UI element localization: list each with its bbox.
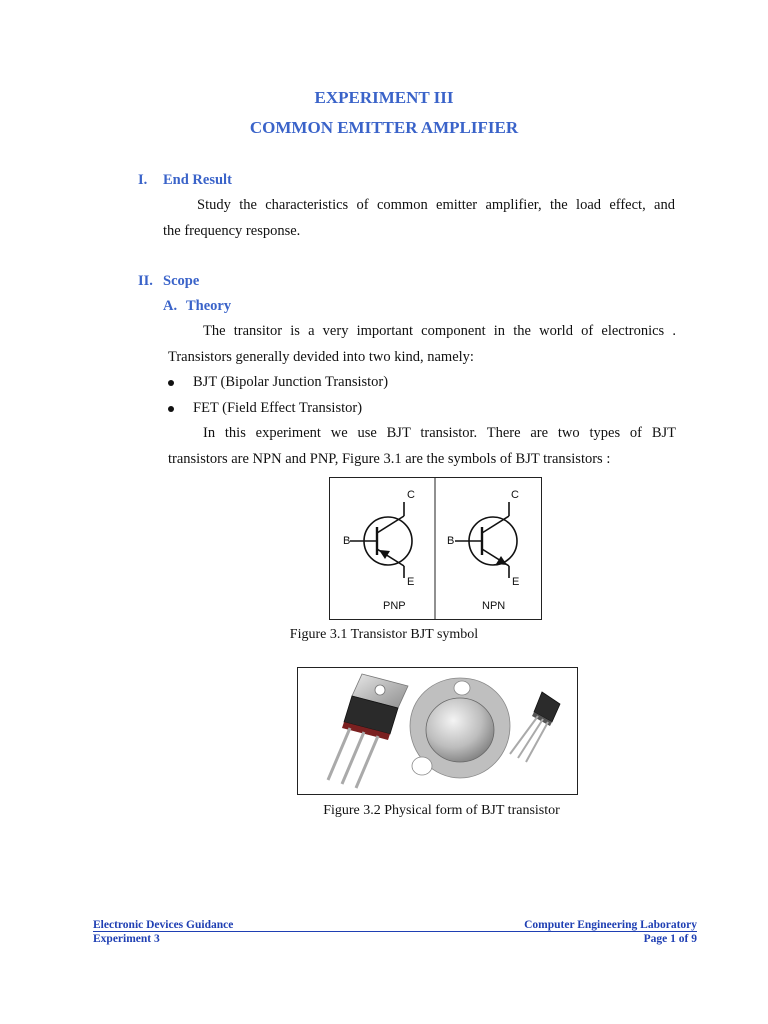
to92-transistor-image xyxy=(510,692,560,762)
footer-course-title: Electronic Devices Guidance xyxy=(93,919,234,931)
pnp-symbol xyxy=(343,489,415,612)
pnp-label-c: C xyxy=(407,489,415,501)
section-1-paragraph-line-1: Study the characteristics of common emitter amplifier, the load effect, and xyxy=(197,197,675,213)
bjt-photo-figure xyxy=(298,668,577,794)
subsection-a-letter: A. xyxy=(163,298,178,314)
pnp-label-e: E xyxy=(407,576,415,588)
theory-paragraph-2-line-1: In this experiment we use BJT transistor. There are two types of BJT xyxy=(203,425,676,441)
npn-arrow-icon xyxy=(496,556,507,565)
npn-label-e: E xyxy=(512,576,520,588)
bullet-marker xyxy=(168,380,174,386)
to3-transistor-image xyxy=(410,678,510,778)
theory-paragraph-1-line-1: The transitor is a very important component in the world of electronics . xyxy=(203,323,676,339)
npn-label-c: C xyxy=(511,489,519,501)
section-1-paragraph-line-2: the frequency response. xyxy=(163,223,301,239)
footer-page-number: Page 1 of 9 xyxy=(643,933,697,945)
theory-paragraph-1-line-2: Transistors generally devided into two kind, namely: xyxy=(168,349,474,365)
to220-transistor-image xyxy=(328,674,408,788)
experiment-title: EXPERIMENT III xyxy=(314,88,454,107)
pnp-arrow-icon xyxy=(379,550,390,559)
section-1-number: I. xyxy=(138,172,148,188)
section-2-number: II. xyxy=(138,273,153,289)
bjt-symbols-figure xyxy=(330,478,541,619)
footer-divider xyxy=(93,931,697,932)
npn-label-b: B xyxy=(447,535,455,547)
figure-3-1-caption: Figure 3.1 Transistor BJT symbol xyxy=(289,627,479,642)
figure-3-2-caption: Figure 3.2 Physical form of BJT transistor xyxy=(323,803,560,818)
figure-3-1-frame xyxy=(329,477,542,620)
section-2-heading: Scope xyxy=(163,273,200,289)
section-1-heading: End Result xyxy=(163,172,232,188)
pnp-label: PNP xyxy=(383,600,406,612)
figure-3-2-frame xyxy=(297,667,578,795)
bullet-marker xyxy=(168,406,174,412)
experiment-subtitle: COMMON EMITTER AMPLIFIER xyxy=(249,118,519,137)
bullet-item-bjt: BJT (Bipolar Junction Transistor) xyxy=(193,374,389,390)
npn-symbol xyxy=(447,489,519,612)
pnp-label-b: B xyxy=(343,535,351,547)
npn-label: NPN xyxy=(482,600,506,612)
theory-paragraph-2-line-2: transistors are NPN and PNP, Figure 3.1 are the symbols of BJT transistors : xyxy=(168,451,611,467)
subsection-a-heading: Theory xyxy=(186,298,232,314)
bullet-item-fet: FET (Field Effect Transistor) xyxy=(193,400,363,416)
footer-experiment-number: Experiment 3 xyxy=(93,933,160,945)
footer-lab-name: Computer Engineering Laboratory xyxy=(524,919,697,931)
